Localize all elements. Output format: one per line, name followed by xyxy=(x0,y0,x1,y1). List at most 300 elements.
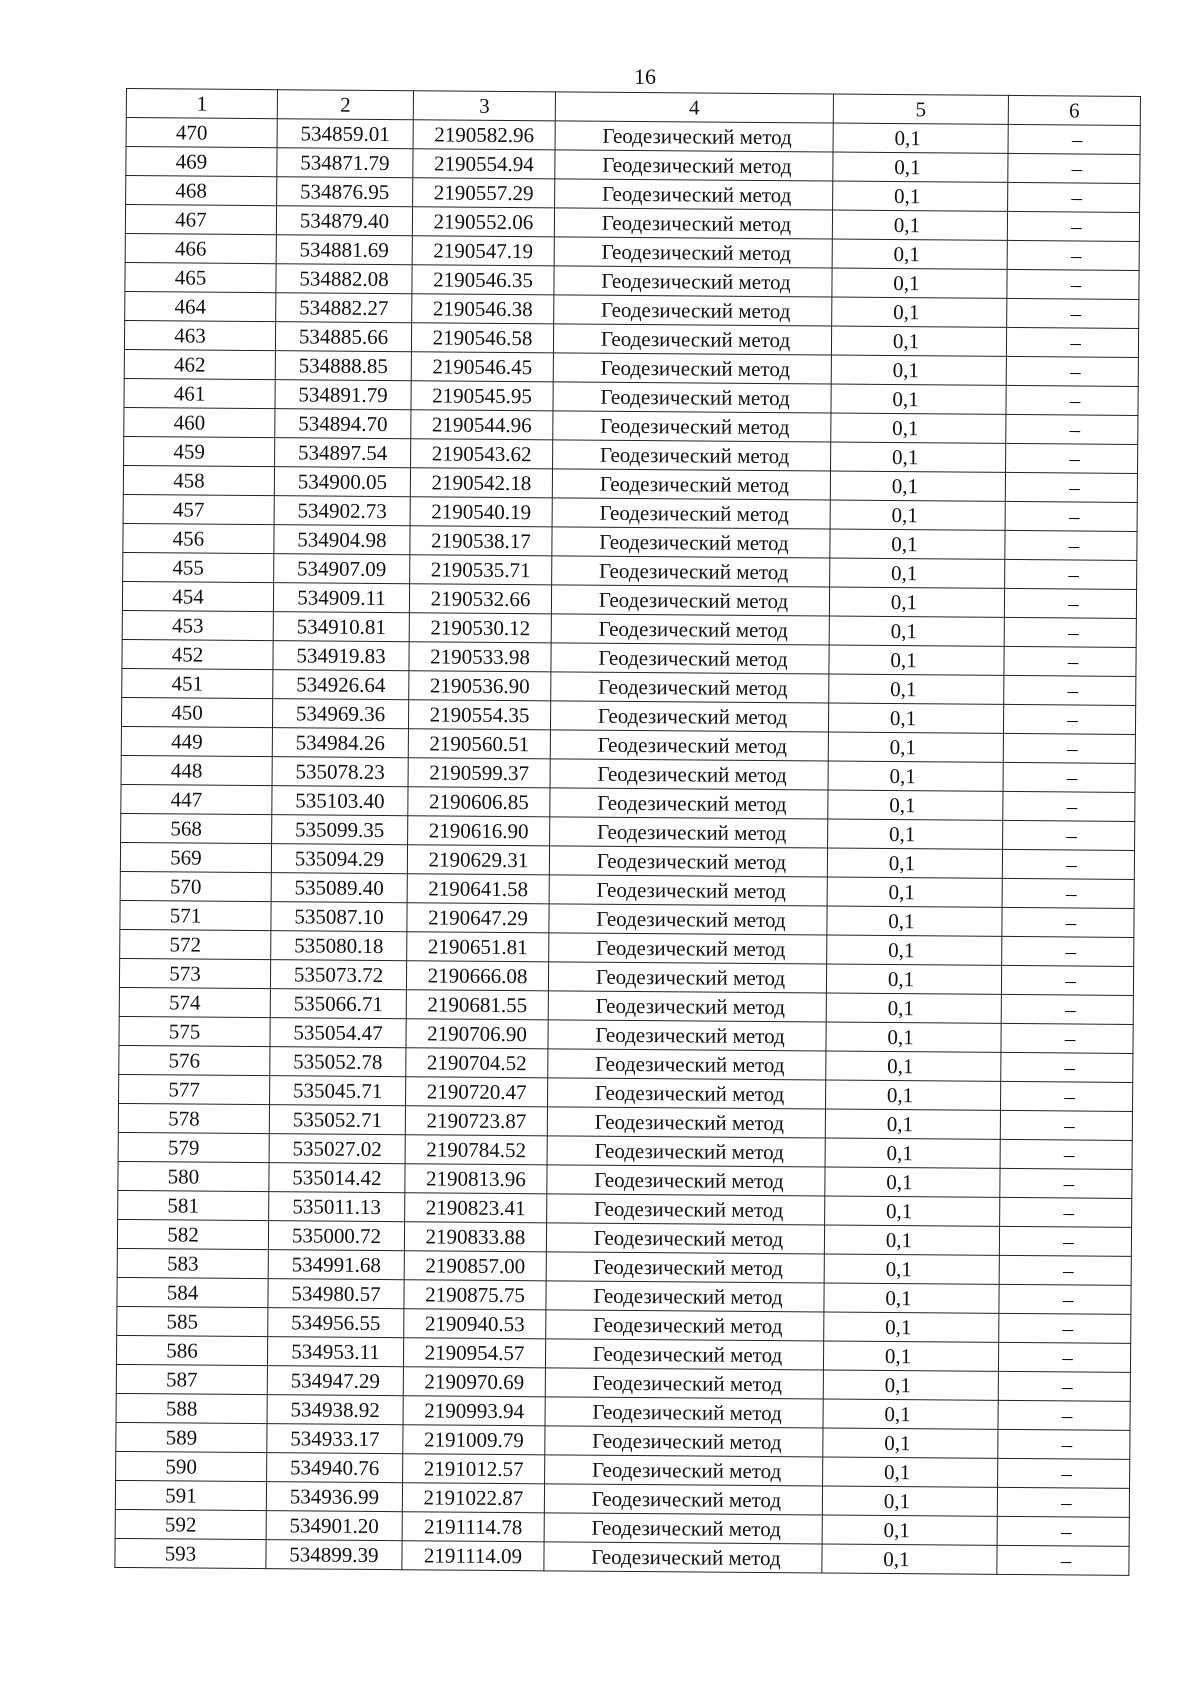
x-coordinate-cell: 534899.39 xyxy=(266,1540,402,1570)
method-cell: Геодезический метод xyxy=(548,962,826,993)
method-cell: Геодезический метод xyxy=(548,1078,826,1109)
note-cell: – xyxy=(998,1458,1130,1488)
accuracy-cell: 0,1 xyxy=(828,819,1003,849)
note-cell: – xyxy=(1002,936,1134,966)
accuracy-cell: 0,1 xyxy=(823,1399,998,1429)
point-number-cell: 467 xyxy=(125,205,276,235)
x-coordinate-cell: 535099.35 xyxy=(272,815,408,845)
coordinates-table-wrapper xyxy=(114,88,1141,1576)
method-cell: Геодезический метод xyxy=(546,1252,824,1283)
y-coordinate-cell: 2190554.94 xyxy=(413,149,555,179)
method-cell: Геодезический метод xyxy=(553,382,831,413)
header-cell-6: 6 xyxy=(1008,95,1140,125)
accuracy-cell: 0,1 xyxy=(831,442,1006,472)
x-coordinate-cell: 534984.26 xyxy=(272,728,408,758)
header-cell-5: 5 xyxy=(833,94,1008,124)
point-number-cell: 454 xyxy=(122,581,273,611)
note-cell: – xyxy=(1005,501,1137,531)
accuracy-cell: 0,1 xyxy=(830,500,1005,530)
point-number-cell: 576 xyxy=(119,1045,270,1075)
y-coordinate-cell: 2190833.88 xyxy=(404,1222,546,1252)
x-coordinate-cell: 535027.02 xyxy=(269,1134,405,1164)
note-cell: – xyxy=(1007,269,1139,299)
accuracy-cell: 0,1 xyxy=(827,877,1002,907)
note-cell: – xyxy=(1006,414,1138,444)
point-number-cell: 589 xyxy=(116,1422,267,1452)
method-cell: Геодезический метод xyxy=(554,295,832,326)
header-cell-2: 2 xyxy=(277,90,413,120)
method-cell: Геодезический метод xyxy=(549,904,827,935)
method-cell: Геодезический метод xyxy=(551,614,829,645)
page-number: 16 xyxy=(634,64,656,89)
point-number-cell: 449 xyxy=(121,726,272,756)
method-cell: Геодезический метод xyxy=(545,1397,823,1428)
note-cell: – xyxy=(1001,965,1133,995)
method-cell: Геодезический метод xyxy=(550,730,828,761)
x-coordinate-cell: 534909.11 xyxy=(273,583,409,613)
accuracy-cell: 0,1 xyxy=(829,645,1004,675)
method-cell: Геодезический метод xyxy=(547,1136,825,1167)
note-cell: – xyxy=(998,1400,1130,1430)
accuracy-cell: 0,1 xyxy=(830,558,1005,588)
y-coordinate-cell: 2190706.90 xyxy=(406,1019,548,1049)
y-coordinate-cell: 2190546.38 xyxy=(412,294,554,324)
x-coordinate-cell: 535080.18 xyxy=(271,931,407,961)
y-coordinate-cell: 2191012.57 xyxy=(403,1454,545,1484)
y-coordinate-cell: 2190629.31 xyxy=(407,845,549,875)
note-cell: – xyxy=(1003,704,1135,734)
accuracy-cell: 0,1 xyxy=(826,993,1001,1023)
y-coordinate-cell: 2190666.08 xyxy=(406,961,548,991)
point-number-cell: 570 xyxy=(120,871,271,901)
x-coordinate-cell: 534888.85 xyxy=(275,351,411,381)
x-coordinate-cell: 534969.36 xyxy=(272,699,408,729)
point-number-cell: 447 xyxy=(121,784,272,814)
point-number-cell: 460 xyxy=(124,407,275,437)
x-coordinate-cell: 534926.64 xyxy=(273,670,409,700)
y-coordinate-cell: 2190535.71 xyxy=(410,555,552,585)
x-coordinate-cell: 535066.71 xyxy=(270,989,406,1019)
header-cell-4: 4 xyxy=(555,92,833,123)
method-cell: Геодезический метод xyxy=(547,1194,825,1225)
point-number-cell: 571 xyxy=(120,900,271,930)
accuracy-cell: 0,1 xyxy=(828,790,1003,820)
y-coordinate-cell: 2190641.58 xyxy=(407,874,549,904)
method-cell: Геодезический метод xyxy=(552,469,830,500)
method-cell: Геодезический метод xyxy=(550,701,828,732)
x-coordinate-cell: 535073.72 xyxy=(270,960,406,990)
y-coordinate-cell: 2190554.35 xyxy=(408,700,550,730)
point-number-cell: 452 xyxy=(122,639,273,669)
accuracy-cell: 0,1 xyxy=(823,1428,998,1458)
table-body xyxy=(115,118,1140,1576)
point-number-cell: 466 xyxy=(125,233,276,263)
point-number-cell: 573 xyxy=(119,958,270,988)
point-number-cell: 465 xyxy=(125,262,276,292)
accuracy-cell: 0,1 xyxy=(823,1457,998,1487)
y-coordinate-cell: 2190546.58 xyxy=(411,323,553,353)
accuracy-cell: 0,1 xyxy=(825,1138,1000,1168)
note-cell: – xyxy=(1002,878,1134,908)
method-cell: Геодезический метод xyxy=(554,208,832,239)
y-coordinate-cell: 2190599.37 xyxy=(408,758,550,788)
x-coordinate-cell: 535078.23 xyxy=(272,757,408,787)
point-number-cell: 461 xyxy=(124,378,275,408)
point-number-cell: 569 xyxy=(120,842,271,872)
accuracy-cell: 0,1 xyxy=(827,906,1002,936)
accuracy-cell: 0,1 xyxy=(829,674,1004,704)
note-cell: – xyxy=(1006,327,1138,357)
accuracy-cell: 0,1 xyxy=(824,1254,999,1284)
accuracy-cell: 0,1 xyxy=(824,1312,999,1342)
note-cell: – xyxy=(1004,588,1136,618)
point-number-cell: 457 xyxy=(123,494,274,524)
x-coordinate-cell: 534902.73 xyxy=(274,496,410,526)
method-cell: Геодезический метод xyxy=(553,324,831,355)
y-coordinate-cell: 2190530.12 xyxy=(409,613,551,643)
accuracy-cell: 0,1 xyxy=(832,210,1007,240)
method-cell: Геодезический метод xyxy=(554,237,832,268)
x-coordinate-cell: 534901.20 xyxy=(266,1511,402,1541)
x-coordinate-cell: 534980.57 xyxy=(268,1279,404,1309)
y-coordinate-cell: 2190546.35 xyxy=(412,265,554,295)
note-cell: – xyxy=(1002,849,1134,879)
accuracy-cell: 0,1 xyxy=(831,326,1006,356)
point-number-cell: 583 xyxy=(117,1248,268,1278)
y-coordinate-cell: 2191114.09 xyxy=(402,1541,544,1571)
x-coordinate-cell: 534859.01 xyxy=(277,119,413,149)
x-coordinate-cell: 535011.13 xyxy=(269,1192,405,1222)
accuracy-cell: 0,1 xyxy=(832,239,1007,269)
accuracy-cell: 0,1 xyxy=(830,471,1005,501)
point-number-cell: 582 xyxy=(117,1219,268,1249)
point-number-cell: 592 xyxy=(115,1509,266,1539)
method-cell: Геодезический метод xyxy=(551,643,829,674)
x-coordinate-cell: 535000.72 xyxy=(268,1221,404,1251)
point-number-cell: 469 xyxy=(126,147,277,177)
note-cell: – xyxy=(1000,1110,1132,1140)
note-cell: – xyxy=(1008,124,1140,154)
x-coordinate-cell: 534881.69 xyxy=(276,235,412,265)
x-coordinate-cell: 534885.66 xyxy=(275,322,411,352)
accuracy-cell: 0,1 xyxy=(825,1196,1000,1226)
note-cell: – xyxy=(1006,385,1138,415)
x-coordinate-cell: 534882.27 xyxy=(276,293,412,323)
method-cell: Геодезический метод xyxy=(548,1020,826,1051)
method-cell: Геодезический метод xyxy=(547,1165,825,1196)
accuracy-cell: 0,1 xyxy=(831,384,1006,414)
y-coordinate-cell: 2190681.55 xyxy=(406,990,548,1020)
x-coordinate-cell: 534891.79 xyxy=(275,380,411,410)
accuracy-cell: 0,1 xyxy=(823,1370,998,1400)
point-number-cell: 587 xyxy=(116,1364,267,1394)
x-coordinate-cell: 534938.92 xyxy=(267,1395,403,1425)
point-number-cell: 463 xyxy=(124,320,275,350)
note-cell: – xyxy=(1003,733,1135,763)
x-coordinate-cell: 535089.40 xyxy=(271,873,407,903)
note-cell: – xyxy=(1003,820,1135,850)
note-cell: – xyxy=(1004,646,1136,676)
point-number-cell: 590 xyxy=(116,1451,267,1481)
y-coordinate-cell: 2190720.47 xyxy=(406,1077,548,1107)
method-cell: Геодезический метод xyxy=(547,1107,825,1138)
note-cell: – xyxy=(1007,211,1139,241)
method-cell: Геодезический метод xyxy=(550,788,828,819)
x-coordinate-cell: 534947.29 xyxy=(267,1366,403,1396)
note-cell: – xyxy=(999,1284,1131,1314)
point-number-cell: 593 xyxy=(115,1538,266,1568)
accuracy-cell: 0,1 xyxy=(825,1109,1000,1139)
y-coordinate-cell: 2190544.96 xyxy=(411,410,553,440)
accuracy-cell: 0,1 xyxy=(826,1022,1001,1052)
y-coordinate-cell: 2190540.19 xyxy=(410,497,552,527)
header-cell-3: 3 xyxy=(413,91,555,121)
x-coordinate-cell: 534904.98 xyxy=(274,525,410,555)
note-cell: – xyxy=(1007,298,1139,328)
note-cell: – xyxy=(1000,1168,1132,1198)
method-cell: Геодезический метод xyxy=(555,150,833,181)
point-number-cell: 464 xyxy=(125,291,276,321)
accuracy-cell: 0,1 xyxy=(828,703,1003,733)
point-number-cell: 580 xyxy=(118,1161,269,1191)
x-coordinate-cell: 535052.78 xyxy=(270,1047,406,1077)
method-cell: Геодезический метод xyxy=(544,1542,822,1573)
accuracy-cell: 0,1 xyxy=(830,529,1005,559)
x-coordinate-cell: 534897.54 xyxy=(275,438,411,468)
y-coordinate-cell: 2190532.66 xyxy=(409,584,551,614)
point-number-cell: 459 xyxy=(124,436,275,466)
x-coordinate-cell: 534933.17 xyxy=(267,1424,403,1454)
x-coordinate-cell: 534936.99 xyxy=(266,1482,402,1512)
x-coordinate-cell: 535014.42 xyxy=(269,1163,405,1193)
point-number-cell: 575 xyxy=(119,1016,270,1046)
method-cell: Геодезический метод xyxy=(545,1368,823,1399)
method-cell: Геодезический метод xyxy=(550,817,828,848)
point-number-cell: 591 xyxy=(115,1480,266,1510)
point-number-cell: 451 xyxy=(122,668,273,698)
note-cell: – xyxy=(1001,1023,1133,1053)
accuracy-cell: 0,1 xyxy=(832,297,1007,327)
y-coordinate-cell: 2190552.06 xyxy=(412,207,554,237)
x-coordinate-cell: 534940.76 xyxy=(267,1453,403,1483)
note-cell: – xyxy=(1000,1139,1132,1169)
x-coordinate-cell: 534882.08 xyxy=(276,264,412,294)
x-coordinate-cell: 535052.71 xyxy=(269,1105,405,1135)
accuracy-cell: 0,1 xyxy=(826,1051,1001,1081)
x-coordinate-cell: 535094.29 xyxy=(271,844,407,874)
accuracy-cell: 0,1 xyxy=(829,616,1004,646)
method-cell: Геодезический метод xyxy=(552,498,830,529)
point-number-cell: 586 xyxy=(116,1335,267,1365)
note-cell: – xyxy=(1005,530,1137,560)
y-coordinate-cell: 2191009.79 xyxy=(403,1425,545,1455)
method-cell: Геодезический метод xyxy=(551,672,829,703)
y-coordinate-cell: 2190857.00 xyxy=(404,1251,546,1281)
point-number-cell: 453 xyxy=(122,610,273,640)
x-coordinate-cell: 535045.71 xyxy=(270,1076,406,1106)
method-cell: Геодезический метод xyxy=(552,556,830,587)
x-coordinate-cell: 534907.09 xyxy=(274,554,410,584)
y-coordinate-cell: 2190560.51 xyxy=(408,729,550,759)
point-number-cell: 584 xyxy=(117,1277,268,1307)
method-cell: Геодезический метод xyxy=(546,1310,824,1341)
note-cell: – xyxy=(1006,443,1138,473)
method-cell: Геодезический метод xyxy=(549,933,827,964)
note-cell: – xyxy=(999,1226,1131,1256)
x-coordinate-cell: 535054.47 xyxy=(270,1018,406,1048)
accuracy-cell: 0,1 xyxy=(833,181,1008,211)
method-cell: Геодезический метод xyxy=(551,585,829,616)
point-number-cell: 585 xyxy=(117,1306,268,1336)
x-coordinate-cell: 534991.68 xyxy=(268,1250,404,1280)
point-number-cell: 456 xyxy=(123,523,274,553)
accuracy-cell: 0,1 xyxy=(824,1283,999,1313)
accuracy-cell: 0,1 xyxy=(822,1544,997,1574)
accuracy-cell: 0,1 xyxy=(827,935,1002,965)
y-coordinate-cell: 2190545.95 xyxy=(411,381,553,411)
note-cell: – xyxy=(1006,356,1138,386)
note-cell: – xyxy=(1001,1052,1133,1082)
note-cell: – xyxy=(997,1487,1129,1517)
x-coordinate-cell: 534953.11 xyxy=(267,1337,403,1367)
y-coordinate-cell: 2190538.17 xyxy=(410,526,552,556)
point-number-cell: 578 xyxy=(118,1103,269,1133)
method-cell: Геодезический метод xyxy=(552,527,830,558)
y-coordinate-cell: 2190533.98 xyxy=(409,642,551,672)
method-cell: Геодезический метод xyxy=(546,1223,824,1254)
accuracy-cell: 0,1 xyxy=(833,152,1008,182)
note-cell: – xyxy=(1008,182,1140,212)
accuracy-cell: 0,1 xyxy=(833,123,1008,153)
method-cell: Геодезический метод xyxy=(554,266,832,297)
method-cell: Геодезический метод xyxy=(549,875,827,906)
point-number-cell: 579 xyxy=(118,1132,269,1162)
method-cell: Геодезический метод xyxy=(555,179,833,210)
accuracy-cell: 0,1 xyxy=(832,268,1007,298)
method-cell: Геодезический метод xyxy=(545,1339,823,1370)
note-cell: – xyxy=(1000,1197,1132,1227)
y-coordinate-cell: 2190993.94 xyxy=(403,1396,545,1426)
y-coordinate-cell: 2190813.96 xyxy=(405,1164,547,1194)
accuracy-cell: 0,1 xyxy=(831,413,1006,443)
y-coordinate-cell: 2190543.62 xyxy=(411,439,553,469)
note-cell: – xyxy=(1005,559,1137,589)
method-cell: Геодезический метод xyxy=(548,991,826,1022)
point-number-cell: 581 xyxy=(118,1190,269,1220)
accuracy-cell: 0,1 xyxy=(824,1225,999,1255)
y-coordinate-cell: 2190557.29 xyxy=(413,178,555,208)
method-cell: Геодезический метод xyxy=(548,1049,826,1080)
x-coordinate-cell: 535103.40 xyxy=(272,786,408,816)
y-coordinate-cell: 2190647.29 xyxy=(407,903,549,933)
y-coordinate-cell: 2191114.78 xyxy=(402,1512,544,1542)
note-cell: – xyxy=(1000,1081,1132,1111)
note-cell: – xyxy=(999,1255,1131,1285)
note-cell: – xyxy=(997,1545,1129,1575)
y-coordinate-cell: 2190616.90 xyxy=(408,816,550,846)
accuracy-cell: 0,1 xyxy=(829,587,1004,617)
accuracy-cell: 0,1 xyxy=(822,1486,997,1516)
method-cell: Геодезический метод xyxy=(555,121,833,152)
note-cell: – xyxy=(1004,675,1136,705)
accuracy-cell: 0,1 xyxy=(826,1080,1001,1110)
point-number-cell: 574 xyxy=(119,987,270,1017)
note-cell: – xyxy=(1001,994,1133,1024)
accuracy-cell: 0,1 xyxy=(823,1341,998,1371)
x-coordinate-cell: 534919.83 xyxy=(273,641,409,671)
y-coordinate-cell: 2191022.87 xyxy=(402,1483,544,1513)
accuracy-cell: 0,1 xyxy=(825,1167,1000,1197)
note-cell: – xyxy=(998,1342,1130,1372)
method-cell: Геодезический метод xyxy=(544,1484,822,1515)
note-cell: – xyxy=(1005,472,1137,502)
note-cell: – xyxy=(1002,907,1134,937)
x-coordinate-cell: 534871.79 xyxy=(277,148,413,178)
point-number-cell: 577 xyxy=(119,1074,270,1104)
y-coordinate-cell: 2190704.52 xyxy=(406,1048,548,1078)
y-coordinate-cell: 2190651.81 xyxy=(407,932,549,962)
y-coordinate-cell: 2190606.85 xyxy=(408,787,550,817)
y-coordinate-cell: 2190542.18 xyxy=(410,468,552,498)
point-number-cell: 448 xyxy=(121,755,272,785)
note-cell: – xyxy=(1003,791,1135,821)
x-coordinate-cell: 534876.95 xyxy=(277,177,413,207)
y-coordinate-cell: 2190546.45 xyxy=(411,352,553,382)
method-cell: Геодезический метод xyxy=(544,1513,822,1544)
point-number-cell: 468 xyxy=(126,176,277,206)
accuracy-cell: 0,1 xyxy=(827,848,1002,878)
point-number-cell: 572 xyxy=(120,929,271,959)
point-number-cell: 450 xyxy=(121,697,272,727)
point-number-cell: 458 xyxy=(123,465,274,495)
point-number-cell: 588 xyxy=(116,1393,267,1423)
x-coordinate-cell: 535087.10 xyxy=(271,902,407,932)
y-coordinate-cell: 2190582.96 xyxy=(413,120,555,150)
accuracy-cell: 0,1 xyxy=(828,732,1003,762)
method-cell: Геодезический метод xyxy=(550,759,828,790)
x-coordinate-cell: 534900.05 xyxy=(274,467,410,497)
x-coordinate-cell: 534910.81 xyxy=(273,612,409,642)
point-number-cell: 455 xyxy=(123,552,274,582)
method-cell: Геодезический метод xyxy=(553,440,831,471)
method-cell: Геодезический метод xyxy=(546,1281,824,1312)
y-coordinate-cell: 2190536.90 xyxy=(409,671,551,701)
y-coordinate-cell: 2190823.41 xyxy=(405,1193,547,1223)
point-number-cell: 462 xyxy=(124,349,275,379)
header-cell-1: 1 xyxy=(126,89,277,119)
x-coordinate-cell: 534879.40 xyxy=(276,206,412,236)
note-cell: – xyxy=(1003,762,1135,792)
note-cell: – xyxy=(1004,617,1136,647)
y-coordinate-cell: 2190547.19 xyxy=(412,236,554,266)
note-cell: – xyxy=(998,1429,1130,1459)
note-cell: – xyxy=(998,1371,1130,1401)
accuracy-cell: 0,1 xyxy=(828,761,1003,791)
y-coordinate-cell: 2190954.57 xyxy=(403,1338,545,1368)
method-cell: Геодезический метод xyxy=(549,846,827,877)
y-coordinate-cell: 2190723.87 xyxy=(405,1106,547,1136)
note-cell: – xyxy=(999,1313,1131,1343)
note-cell: – xyxy=(997,1516,1129,1546)
method-cell: Геодезический метод xyxy=(553,353,831,384)
y-coordinate-cell: 2190875.75 xyxy=(404,1280,546,1310)
note-cell: – xyxy=(1007,240,1139,270)
x-coordinate-cell: 534894.70 xyxy=(275,409,411,439)
method-cell: Геодезический метод xyxy=(545,1455,823,1486)
coordinates-table xyxy=(114,88,1141,1576)
y-coordinate-cell: 2190970.69 xyxy=(403,1367,545,1397)
method-cell: Геодезический метод xyxy=(553,411,831,442)
